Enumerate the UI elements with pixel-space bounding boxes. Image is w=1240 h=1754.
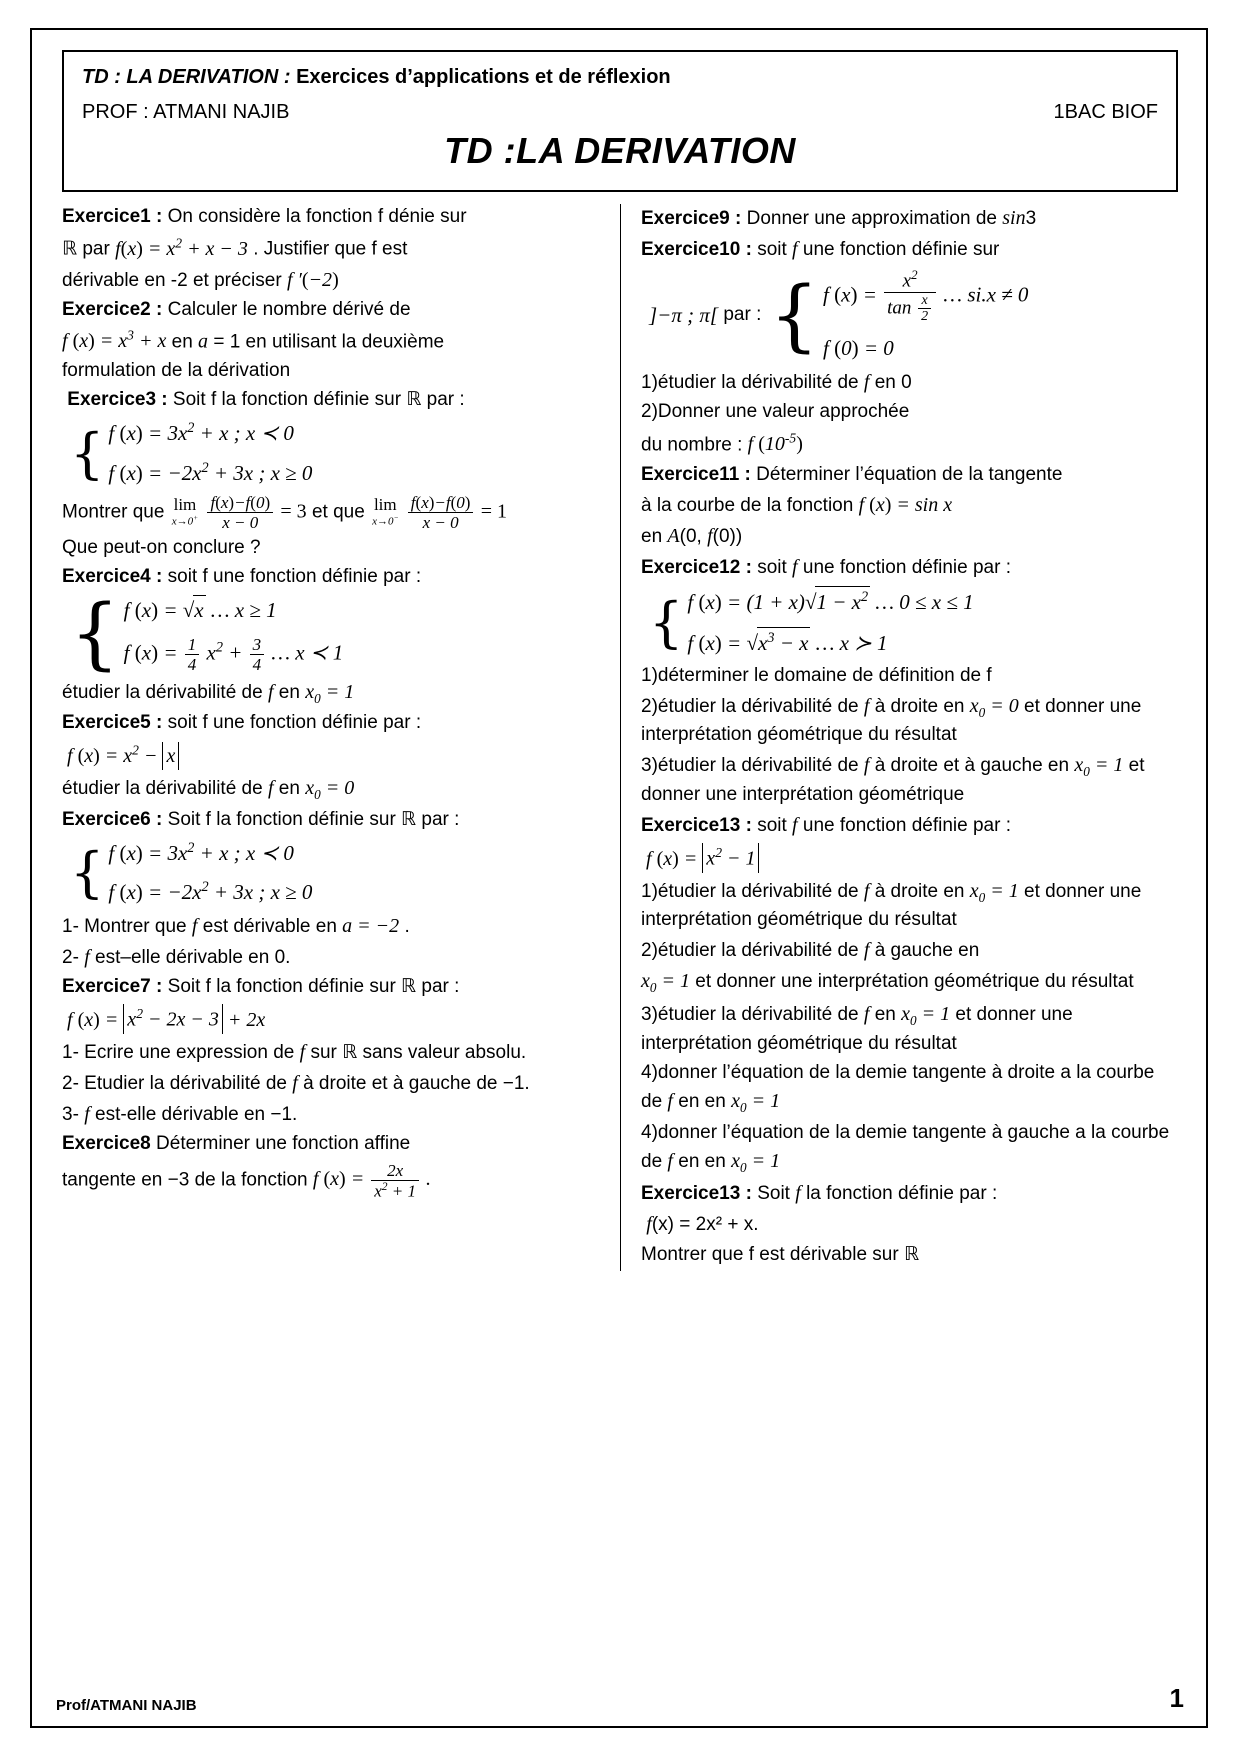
exercise-6-system [70,838,602,909]
exercise-13b-label: Exercice13 : [641,1183,752,1205]
two-column-body [62,204,1178,1271]
exercise-1-text: On considère la fonction f dénie sur [167,206,467,227]
exercise-11-label: Exercice11 : [641,464,751,486]
system-row: f $(x) = (1 + x)√1 - x^2$ … 0 ≤ x ≤ 1 [687,586,973,618]
exercise-2-text: Calculer le nombre dérivé de [167,298,411,320]
exercise-10-q1: 1)étudier la dérivabilité de f en 0 [641,370,912,393]
header-level: 1BAC BIOF [1053,101,1158,123]
exercise-7-q1: 1- Ecrire une expression de f sur ℝ sans valeur absolu. [62,1040,527,1063]
exercise-6-q2: 2- f est–elle dérivable en 0. [62,946,291,969]
exercise-13a-label: Exercice13 : [641,815,752,837]
system-row: f (x) = $\frac{1}{4}$ $x^2$ + $\frac{3}{4}$ … x ≺ 1 [123,634,344,674]
exercise-9-heading: Exercice9 : Donner une approximation de sin3 [641,207,1037,229]
exercise-1-line2: ℝ par $f(x) = x^2 + x - 3$ . Justifier que f est [62,234,408,260]
exercise-13b-formula: f(x) = 2x² + x. [646,1213,759,1236]
exercise-13a-q2b: $x_0 = 1$ et donner une interprétation géométrique du résultat [641,970,1134,996]
exercise-11-heading [641,462,1178,489]
exercise-6-q1: 1- Montrer que f est dérivable en a = −2 . [62,915,410,938]
system-row: f (x) = √x … x ≥ 1 [124,595,344,626]
page-content [36,28,1204,1271]
system-brace: { [70,421,105,485]
system-brace: { [649,590,684,654]
footer-author: Prof/ATMANI NAJIB [56,1697,197,1714]
limit-operator: lim x→0− [372,495,399,528]
exercise-4-heading [62,564,602,591]
exercise-8-label: Exercice8 [62,1132,151,1154]
exercise-12-label: Exercice12 : [641,557,752,579]
system-row: f $(x) = -2x^2 + 3x$ ; x ≥ 0 [108,879,313,905]
exercise-7-q3: 3- f est-elle dérivable en −1. [62,1102,298,1125]
exercise-13a-formula: f $(x) = x^2 - 1$ [641,843,1178,874]
exercise-11-text: Déterminer l’équation de la tangente [756,464,1063,486]
left-column [62,204,620,1271]
header-info-line [82,101,1158,124]
exercise-7-heading [62,974,602,1001]
exercise-2-heading [62,297,602,324]
right-column [620,204,1178,1271]
exercise-8-formula: tangente en −3 de la fonction f (x) = $\frac{2x}{x^2 + 1}$ . [62,1160,432,1201]
exercise-4-label: Exercice4 : [62,565,163,587]
exercise-3-system [70,418,602,489]
system-row: f $(x) = √x^3 - x$ … x ≻ 1 [687,627,973,659]
exercise-5-formula: f $(x) = x^2 - x$ [62,740,602,771]
header-td-label: TD : LA DERIVATION : [82,66,291,88]
header-subtitle-text: Exercices d’applications et de réflexion [296,66,671,88]
exercise-13a-q1: 1)étudier la dérivabilité de f à droite en $x_0 = 1$ et donner une interprétation géométrique du résultat [641,879,1142,931]
exercise-6-label: Exercice6 : [62,808,163,830]
fraction: $\frac{f(x)-f(0)}{x - 0}$ [408,493,474,532]
system-row: f (0) = 0 [823,335,894,360]
exercise-13b-question: Montrer que f est dérivable sur ℝ [641,1243,920,1266]
exercise-5-question: étudier la dérivabilité de f en $x_0 = 0$ [62,776,355,802]
exercise-12-q1: 1)déterminer le domaine de définition de f [641,664,992,686]
exercise-6-heading [62,807,602,834]
exercise-3-limits: Montrer que lim x→0+ $\frac{f(x)-f(0)}{x - 0}$ = 3 et que lim x→0− $\frac{f(x)-f(0)}{x - 0}$ = 1 [62,492,508,532]
exercise-5-label: Exercice5 : [62,712,163,734]
page-footer [56,1683,1184,1714]
system-row: f (x) = $x^2$ tan $\frac{x}{2}$ … si.x ≠ 0 [823,266,1029,325]
exercise-4-system [70,588,602,679]
exercise-13b-heading: Exercice13 : Soit f la fonction définie par : [641,1182,998,1205]
exercise-2-label: Exercice2 : [62,298,163,320]
exercise-3-text: Soit f la fonction définie sur ℝ par : [172,389,465,411]
exercise-1-heading [62,204,602,231]
exercise-3-label: Exercice3 : [67,389,168,411]
system-row: f $(x) = 3x^2 + x$ ; x ≺ 0 [108,420,294,446]
exercise-3-question: Que peut-on conclure ? [62,536,261,558]
exercise-12-q3: 3)étudier la dérivabilité de f à droite et à gauche en $x_0 = 1$ et donner une interprétation géométrique [641,754,1145,806]
exercise-5-heading [62,710,602,737]
system-brace: { [70,841,105,905]
exercise-13a-q3: 3)étudier la dérivabilité de f en $x_0 = 1$ et donner une interprétation géométrique du résultat [641,1003,1073,1054]
exercise-6-text: Soit f la fonction définie sur ℝ par : [167,808,460,830]
system-row: f $(x) = 3x^2 + x$ ; x ≺ 0 [108,839,294,865]
exercise-5-text: soit f une fonction définie par : [167,712,422,734]
exercise-4-text: soit f une fonction définie par : [167,565,422,587]
exercise-2-line2: f $(x) = x^3 + x$ en a = 1 en utilisant la deuxième [62,327,445,353]
fraction: $\frac{f(x)-f(0)}{x - 0}$ [207,493,273,532]
exercise-1-label: Exercice1 : [62,206,163,227]
exercise-2-line3: formulation de la dérivation [62,360,291,382]
exercise-13a-q2: 2)étudier la dérivabilité de f à gauche en [641,939,980,962]
exercise-8-heading [62,1131,602,1158]
document-title: TD :LA DERIVATION [444,130,796,171]
exercise-1-line3: dérivable en -2 et préciser f ′(−2) [62,268,339,291]
exercise-10-q2b: du nombre : f $(10^{-5})$ [641,430,803,456]
header-box [62,50,1178,192]
system-brace: { [70,588,120,679]
exercise-7-label: Exercice7 : [62,976,163,998]
page-number: 1 [1169,1683,1184,1713]
exercise-10-heading: Exercice10 : soit f une fonction définie sur [641,237,1000,260]
exercise-10-system: ]−π ; π[ par : { f (x) = $x^2$ tan $\frac{x}{2}$ … si.x ≠ 0 f (0) = 0 [649,268,1178,364]
exercise-10-label: Exercice10 : [641,238,752,260]
exercise-12-q2: 2)étudier la dérivabilité de f à droite en $x_0 = 0$ et donner une interprétation géométrique du résultat [641,694,1142,746]
header-professor: PROF : ATMANI NAJIB [82,101,290,123]
exercise-10-q2: 2)Donner une valeur approchée [641,400,910,422]
exercise-8-text: Déterminer une fonction affine [156,1132,411,1154]
exercise-4-question: étudier la dérivabilité de f en $x_0 = 1$ [62,680,355,706]
limit-operator: lim x→0+ [171,495,199,528]
exercise-7-q2: 2- Etudier la dérivabilité de f à droite et à gauche de −1. [62,1071,530,1094]
exercise-11-line2: à la courbe de la fonction f (x) = sin x [641,494,953,517]
exercise-3-heading [62,387,602,414]
exercise-9-label: Exercice9 : [641,208,742,229]
exercise-13a-heading: Exercice13 : soit f une fonction définie par : [641,814,1011,837]
exercise-13a-q5: 4)donner l’équation de la demie tangente à gauche a la courbe de f en en $x_0 = 1$ [641,1121,1170,1175]
exercise-13a-q4: 4)donner l’équation de la demie tangente à droite a la courbe de f en en $x_0 = 1$ [641,1061,1155,1115]
exercise-7-text: Soit f la fonction définie sur ℝ par : [167,976,460,998]
system-row: f $(x) = -2x^2 + 3x$ ; x ≥ 0 [108,459,313,485]
exercise-12-system [649,586,1178,659]
header-subtitle-line [82,66,1158,89]
exercise-7-formula: f $(x) = x^2 - 2x - 3 + 2x$ [62,1004,602,1035]
exercise-11-line3: en A(0, f(0)) [641,525,743,548]
system-brace: { [769,270,820,361]
exercise-12-heading: Exercice12 : soit f une fonction définie par : [641,556,1011,579]
